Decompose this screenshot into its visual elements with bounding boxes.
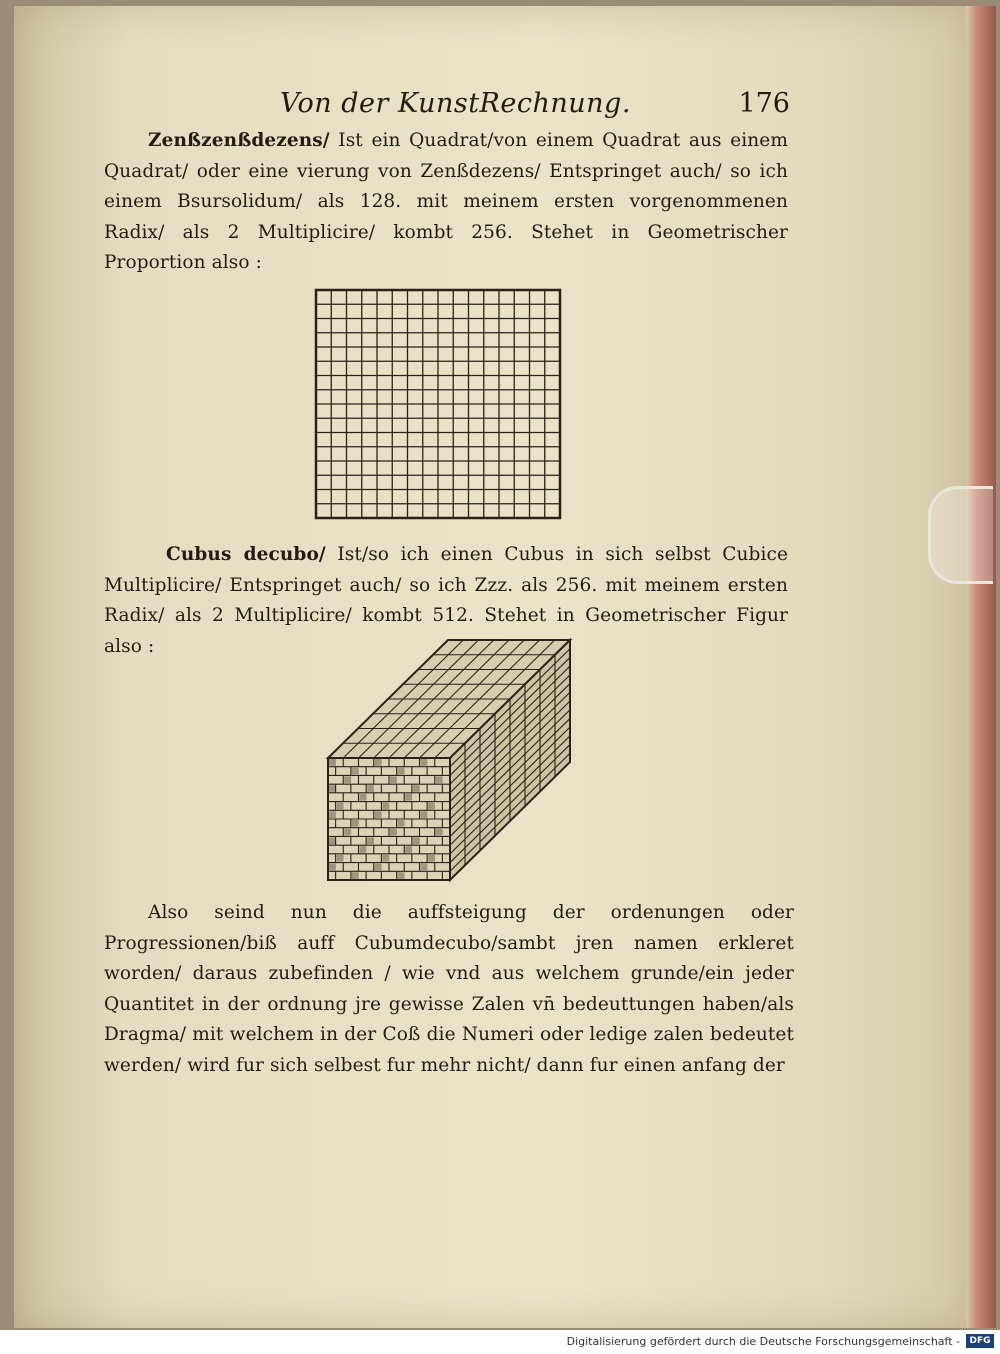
term-zenszensdezens: Zenßzenßdezens/ bbox=[148, 130, 330, 151]
cube-front-shade bbox=[329, 864, 336, 871]
cube-front-shade bbox=[352, 872, 359, 879]
footer-bar bbox=[0, 1330, 1000, 1354]
cube-front-shade bbox=[421, 811, 428, 818]
cube-front-shade bbox=[413, 837, 420, 844]
cube-front-shade bbox=[398, 820, 405, 827]
square-grid-svg bbox=[312, 286, 564, 522]
cube-front-shade bbox=[337, 803, 344, 810]
cube-front-shade bbox=[405, 846, 412, 853]
page-edge bbox=[966, 6, 996, 1328]
cube-front-shade bbox=[382, 855, 389, 862]
term-cubus-decubo: Cubus decubo/ bbox=[166, 544, 326, 565]
running-header bbox=[280, 88, 790, 128]
cube-front-shade bbox=[390, 829, 397, 836]
cube-front-shade bbox=[375, 864, 382, 871]
cube-front-shade bbox=[329, 785, 336, 792]
cube-front-shade bbox=[413, 785, 420, 792]
cube-front-shade bbox=[405, 794, 412, 801]
cube-front-shade bbox=[337, 855, 344, 862]
cube-front-shade bbox=[436, 829, 443, 836]
cube-front-shade bbox=[398, 872, 405, 879]
cube-front-shade bbox=[329, 759, 336, 766]
cube-front-shade bbox=[352, 820, 359, 827]
cube-front-shade bbox=[344, 776, 351, 783]
cube-front-shade bbox=[329, 811, 336, 818]
cube-front-shade bbox=[344, 829, 351, 836]
cube-front-shade bbox=[428, 803, 435, 810]
dfg-credit: Digitalisierung gefördert durch die Deutsche Forschungsgemeinschaft - bbox=[566, 1335, 960, 1348]
cube-front-shade bbox=[421, 864, 428, 871]
paragraph-3-text: Also seind nun die auffsteigung der ordenungen oder Progressionen/biß auff Cubumdecubo/sambt jren namen erkleret worden/ daraus zubefinden / wie vnd aus welchem grunde/ein jeder Quantitet in der ordnung jre gewisse Zalen vn̄ bedeuttungen haben/als Dragma/ mit welchem in der Coß die Numeri oder ledige zalen bedeutet werden/ wird fur sich selbest fur mehr nicht/ dann fur einen anfang der bbox=[104, 902, 794, 1076]
cube-front-shade bbox=[360, 846, 367, 853]
cube-svg bbox=[324, 636, 576, 884]
cube-front-shade bbox=[329, 837, 336, 844]
cube-front-shade bbox=[436, 776, 443, 783]
cube-front-shade bbox=[390, 776, 397, 783]
paragraph-progressions bbox=[104, 898, 794, 1081]
page-number: 176 bbox=[738, 88, 790, 119]
paragraph-1-text: Ist ein Quadrat/von einem Quadrat aus einem Quadrat/ oder eine vierung von Zenßdezens/ Entspringet auch/ so ich einem Bsursolidum/ als 128. mit meinem ersten vorgenommenen Radix/ als 2 Multiplicire/ kombt 256. Stehet in Geometrischer Proportion also : bbox=[104, 130, 788, 273]
paragraph-2-text: Ist/so ich einen Cubus in sich selbst Cubice Multiplicire/ Entspringet auch/ so ich Zzz. als 256. mit meinem ersten Radix/ als 2 Multiplicire/ kombt 512. Stehet in Geometrischer Figur also : bbox=[104, 544, 789, 657]
paragraph-zenszensdezens bbox=[104, 126, 788, 279]
cube-front-shade bbox=[382, 803, 389, 810]
page-clip bbox=[928, 486, 993, 584]
cube-front-shade bbox=[428, 855, 435, 862]
cube-front-shade bbox=[375, 759, 382, 766]
cube-front-shade bbox=[360, 794, 367, 801]
running-head: Von der KunstRechnung. bbox=[280, 88, 631, 119]
cube-front-shade bbox=[367, 785, 374, 792]
cube-front-shade bbox=[421, 759, 428, 766]
cube-front-shade bbox=[375, 811, 382, 818]
square-grid-figure bbox=[312, 286, 564, 522]
cube-front-shade bbox=[367, 837, 374, 844]
cube-front-shade bbox=[352, 768, 359, 775]
cube-figure bbox=[324, 636, 576, 884]
dfg-logo: DFG bbox=[966, 1334, 994, 1348]
cube-front-shade bbox=[398, 768, 405, 775]
